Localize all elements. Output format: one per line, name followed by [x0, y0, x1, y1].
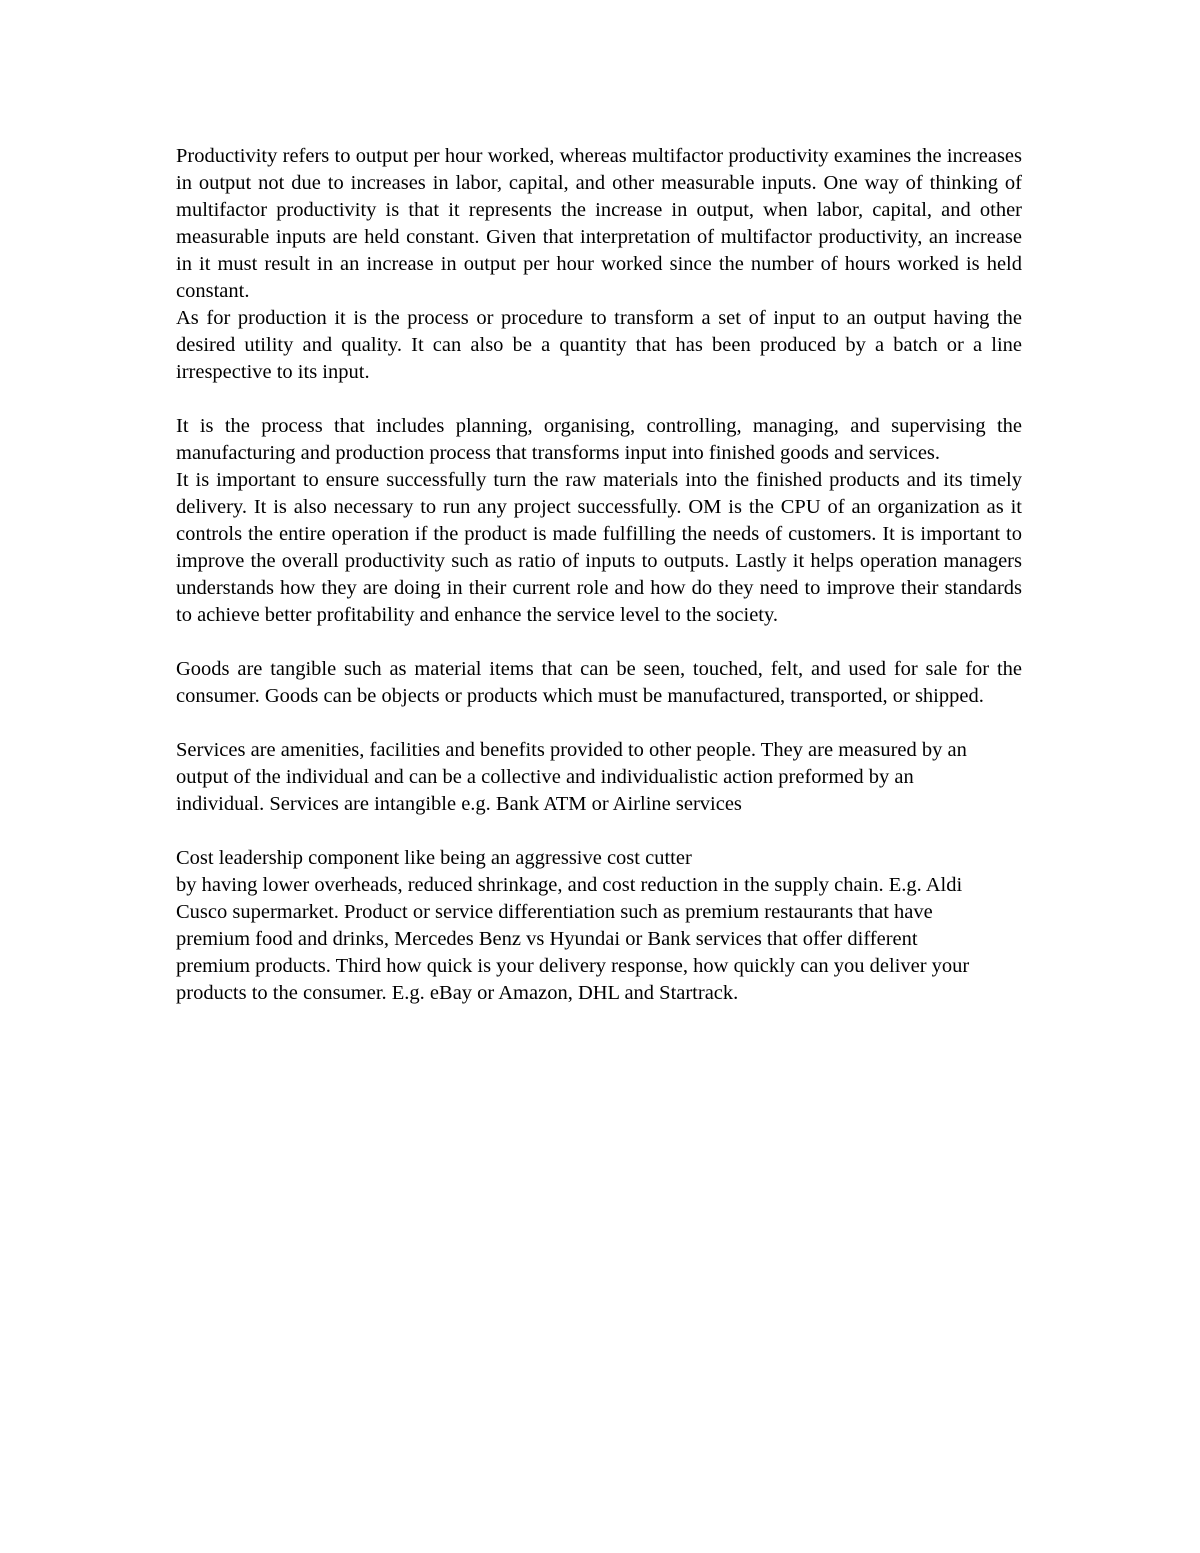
paragraph-production: As for production it is the process or procedure to transform a set of input to an output having the desired utility and quality. It can also be a quantity that has been produced by a batch or a line irrespective to its input.: [176, 307, 1022, 383]
paragraph-cost-leadership-details: by having lower overheads, reduced shrinkage, and cost reduction in the supply chain. E.g. Aldi Cusco supermarket. Product or service differentiation such as premium restaurants that have premium food and drinks, Mercedes Benz vs Hyundai or Bank services that offer different premium products. Third how quick is your delivery response, how quickly can you deliver your products to the consumer. E.g. eBay or Amazon, DHL and Startrack.: [176, 874, 970, 1004]
paragraph-goods: Goods are tangible such as material items that can be seen, touched, felt, and used for sale for the consumer. Goods can be objects or products which must be manufactured, transported, or shipped.: [176, 658, 1022, 707]
paragraph-cost-leadership-heading: Cost leadership component like being an aggressive cost cutter: [176, 847, 692, 869]
document-body: [176, 143, 1022, 1007]
paragraph-operations-process: It is the process that includes planning, organising, controlling, managing, and supervising the manufacturing and production process that transforms input into finished goods and services.: [176, 415, 1022, 464]
paragraph-productivity: Productivity refers to output per hour worked, whereas multifactor productivity examines the increases in output not due to increases in labor, capital, and other measurable inputs. One way of thinking of multifactor productivity is that it represents the increase in output, when labor, capital, and other measurable inputs are held constant. Given that interpretation of multifactor productivity, an increase in it must result in an increase in output per hour worked since the number of hours worked is held constant.: [176, 145, 1022, 302]
paragraph-services: Services are amenities, facilities and benefits provided to other people. They are measured by an output of the individual and can be a collective and individualistic action preformed by an individual. Services are intangible e.g. Bank ATM or Airline services: [176, 739, 967, 815]
paragraph-operations-importance: It is important to ensure successfully turn the raw materials into the finished products and its timely delivery. It is also necessary to run any project successfully. OM is the CPU of an organization as it controls the entire operation if the product is made fulfilling the needs of customers. It is important to improve the overall productivity such as ratio of inputs to outputs. Lastly it helps operation managers understands how they are doing in their current role and how do they need to improve their standards to achieve better profitability and enhance the service level to the society.: [176, 469, 1022, 626]
